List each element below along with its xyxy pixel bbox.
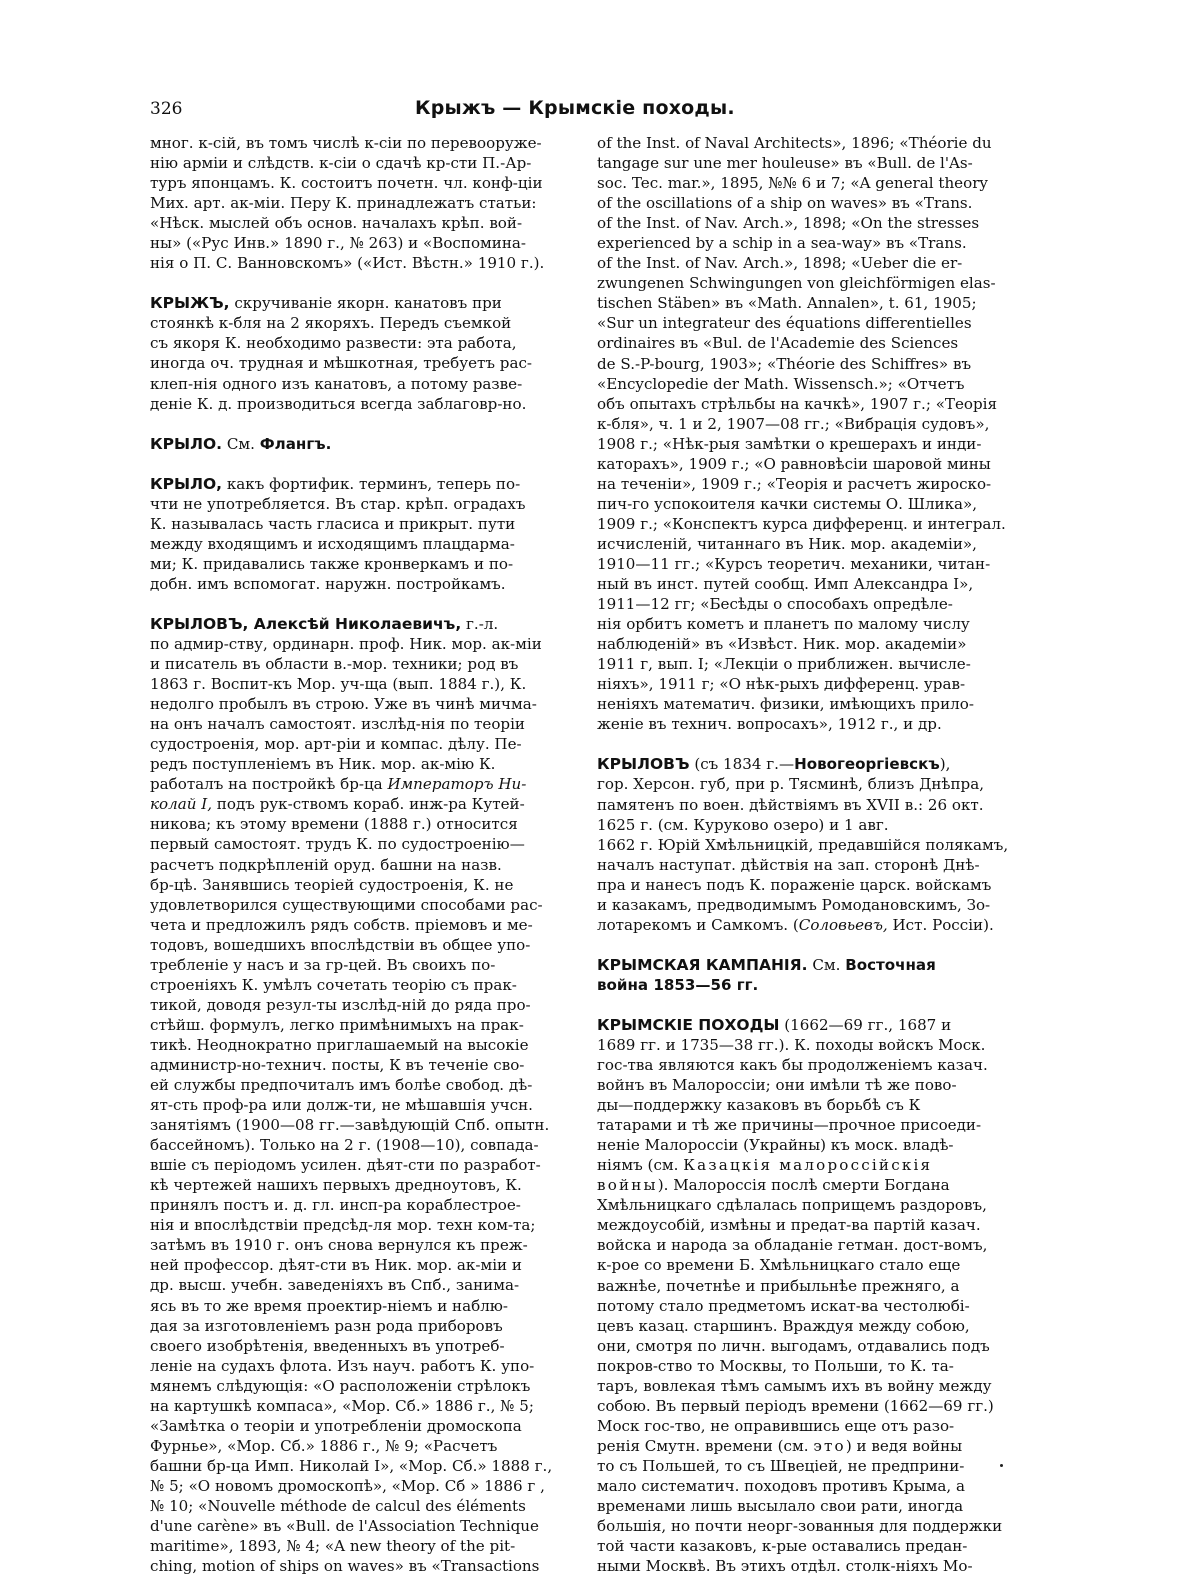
ship-name: Императоръ Ни- [387,775,527,794]
text-line: занятіямъ (1900—08 гг.—завѣдующій Спб. опытн. [150,1116,550,1135]
text-line: той части казаковъ, к-рые оставались предан- [597,1537,968,1556]
see-reference: это [813,1436,846,1455]
text-line: ды—поддержку казаковъ въ борьбѣ съ К [597,1096,921,1115]
text-line: клеп-нія одного изъ канатовъ, а потому разве- [150,374,523,393]
text-line: на онъ началъ самостоят. изслѣд-нія по теоріи [150,715,525,734]
page-header [150,97,1045,123]
text-line: деніе К. д. производиться всегда заблаговр-но. [150,394,527,413]
text-line: наблюденій» въ «Извѣст. Ник. мор. академіи» [597,635,967,654]
text-line: строеніяхъ К. умѣлъ сочетать теорію съ прак- [150,975,517,994]
text-line: кѣ чертежей нашихъ первыхъ дредноутовъ, К. [150,1176,522,1195]
text-line: к-рое со времени Б. Хмѣльницкаго стало еще [597,1256,961,1275]
text-line: на картушкѣ компаса», «Мор. Сб.» 1886 г., № 5; [150,1396,534,1415]
text-line: судостроенія, мор. арт-ріи и компас. дѣлу. Пе- [150,735,522,754]
text-line: мянемъ слѣдующія: «О расположеніи стрѣлокъ [150,1376,531,1395]
text-line: к-бля», ч. 1 и 2, 1907—08 гг.; «Вибрація судовъ», [597,414,990,433]
text-line: zwungenen Schwingungen von gleichförmigen elas- [597,274,996,293]
text-line: тикой, доводя резул-ты изслѣд-ній до ряда про- [150,995,531,1014]
text-line: ясь въ то же время проектир-ніемъ и наблю- [150,1296,509,1315]
text-line: памятенъ по воен. дѣйствіямъ въ XVII в.: 26 окт. [597,795,984,814]
text-line: ят-сть проф-ра или долж-ти, не мѣшавшія учсн. [150,1096,533,1115]
text-line: ными Москвѣ. Въ этихъ отдѣл. столк-ніяхъ Мо- [597,1557,973,1576]
text-line: чти не употребляется. Въ стар. крѣп. оградахъ [150,494,526,513]
text-line: 1911—12 гг; «Бесѣды о способахъ опредѣле- [597,595,953,614]
text-line: ней профессор. дѣят-сти въ Ник. мор. ак-міи и [150,1256,522,1275]
text-line: d'une carène» въ «Bull. de l'Association Technique [150,1517,539,1536]
text-line: и писатель въ области в.-мор. техники; род въ [150,655,519,674]
text-line: никова; къ этому времени (1888 г.) относится [150,815,518,834]
text-line: tangage sur une mer houleuse» въ «Bull. de l'As- [597,154,973,173]
text-line: стѣйш. формулъ, легко примѣнимыхъ на прак- [150,1015,524,1034]
entry-crimean-campaigns: КРЫМСКІЕ ПОХОДЫ (1662—69 гг., 1687 и 1689 гг. и 1735—38 гг.). К. походы войскъ Моск. гос-тва являются какъ бы продолженіемъ казач. войнъ въ Малороссіи; они имѣли тѣ же пово- ды—поддержку казаковъ въ борьбѣ съ К татарами и тѣ же причины—прочное присоеди- неніе Малороссіи (Украйны) къ моск. владѣ- ніямъ (см. Казацкія малороссійскія войны). Малороссія послѣ смерти Богдана Хмѣльницкаго сдѣлалась поприщемъ раздоровъ, междоусобій, измѣны и предат-ва партій казач. войска и народа за обладаніе гетман. дост-вомъ, к-рое со времени Б. Хмѣльницкаго стало еще важнѣе, почетнѣе и прибыльнѣе прежняго, а потому стало предметомъ искат-ва честолюбі- цевъ казац. старшинъ. Враждуя между собою, они, смотря по личн. выгодамъ, отдавались подъ покров-ство то Москвы, то Польши, то К. та- таръ, вовлекая тѣмъ самымъ ихъ въ войну между собою. Въ первый періодъ времени (1662—69 гг.) Моск гос-тво, не оправившись еще отъ разо- ренія Смутн. времени (см. это) и ведя войны то съ Польшей, то съ Швеціей, не предприни- мало систематич. походовъ противъ Крыма, а временами лишь высылало свои рати, иногда большія, но почти неорг-зованныя для поддержки той части казаковъ, к-рые оставались предан- ными Москвѣ. Въ этихъ отдѣл. столк-ніяхъ Мо- [597,1015,1020,1576]
text-line: ны» («Рус Инв.» 1890 г., № 263) и «Воспомина- [150,234,526,253]
text-line: ный въ инст. путей сообщ. Имп Александра I», [597,575,974,594]
see-reference: войны [597,1176,658,1195]
text-line: то съ Польшей, то съ Швеціей, не предприни- [597,1456,965,1475]
text-line: стоянкѣ к-бля на 2 якоряхъ. Передъ съемкой [150,314,512,333]
entry-crimean-campaign: КРЫМСКАЯ КАМПАНІЯ. См. Восточная война 1853—56 гг. [597,955,936,994]
text-line: 1909 г.; «Конспектъ курса дифференц. и интеграл. [597,514,1006,533]
text-line: тодовъ, вошедшихъ впослѣдствіи въ общее упо- [150,935,531,954]
text-line: войска и народа за обладаніе гетман. дост-вомъ, [597,1236,988,1255]
text-line: собою. Въ первый періодъ времени (1662—69 гг.) [597,1396,994,1415]
text-line: Фурнье», «Мор. Сб.» 1886 г., № 9; «Расчетъ [150,1436,498,1455]
text-line: мало систематич. походовъ противъ Крыма, а [597,1477,966,1495]
see-reference: война 1853—56 гг. [597,975,759,994]
text-line: of the Inst. of Naval Architects», 1896; «Théorie du [597,134,992,152]
entry-krylo-see: КРЫЛО. См. Флангъ. [150,434,332,453]
text-line: требленіе у насъ и за гр-цей. Въ своихъ по- [150,955,496,974]
text-line: ей службы предпочиталъ имъ болѣе свобод. дѣ- [150,1076,533,1095]
text-line: башни бр-ца Имп. Николай I», «Мор. Сб.» 1888 г., [150,1456,553,1475]
text-line: таръ, вовлекая тѣмъ самымъ ихъ въ войну между [597,1376,992,1395]
entry-kryzh: КРЫЖЪ, скручиваніе якорн. канатовъ при стоянкѣ к-бля на 2 якоряхъ. Передъ съемкой съ якоря К. необходимо развести: эта работа, иногда оч. трудная и мѣшкотная, требуетъ рас- клеп-нія одного изъ канатовъ, а потому разве- деніе К. д. производиться всегда заблаговр-но. [150,293,573,413]
headword: КРЫЖЪ, [150,294,230,313]
text-line: пич-го успокоителя качки системы О. Шлика», [597,494,978,513]
text-line: К. называлась часть гласиса и прикрыт. пути [150,514,516,533]
right-column [597,133,1020,1576]
text-line: первый самостоят. трудъ К. по судостроенію— [150,835,525,854]
text-line: пра и нанесъ подъ К. пораженіе царск. войскамъ [597,875,992,894]
text-line: maritime», 1893, № 4; «A new theory of the pit- [150,1537,516,1556]
print-speck [1000,1464,1003,1467]
entry-krylo-fortification: КРЫЛО, какъ фортифик. терминъ, теперь по- чти не употребляется. Въ стар. крѣп. оградахъ К. называлась часть гласиса и прикрыт. пути между входящимъ и исходящимъ плацдарма- ми; К. придавались также кронверкамъ и по- добн. имъ вспомогат. наружн. постройкамъ. [150,474,573,594]
text-line: иногда оч. трудная и мѣшкотная, требуетъ рас- [150,354,533,373]
text-line: съ якоря К. необходимо развести: эта работа, [150,334,517,353]
text-line: по адмир-ству, ординарн. проф. Ник. мор. ак-міи [150,634,542,653]
text-line: гос-тва являются какъ бы продолженіемъ казач. [597,1056,988,1075]
text-line: 1863 г. Воспит-къ Мор. уч-ща (вып. 1884 г.), К. [150,675,527,694]
text-line: неніяхъ математич. физики, имѣющихъ прило- [597,695,974,714]
text-line: каторахъ», 1909 г.; «О равновѣсіи шаровой мины [597,454,991,473]
text-line: между входящимъ и исходящимъ плацдарма- [150,534,515,553]
text-line: войнъ въ Малороссіи; они имѣли тѣ же пово- [597,1076,957,1095]
entry-krylov-town: КРЫЛОВЪ (съ 1834 г.—Новогеоргіевскъ), гор. Херсон. губ, при р. Тясминѣ, близъ Днѣпра, памятенъ по воен. дѣйствіямъ въ XVII в.: 26 окт. 1625 г. (см. Куруково озеро) и 1 авг. 1662 г. Юрій Хмѣльницкій, предавшійся полякамъ, началъ наступат. дѣйствія на зап. сторонѣ Днѣ- пра и нанесъ подъ К. пораженіе царск. войскамъ и казакамъ, предводимымъ Ромодановскимъ, Зо- лотарекомъ и Самкомъ. (Соловьевъ, Ист. Россіи). [597,754,1020,934]
text-line: 1689 гг. и 1735—38 гг.). К. походы войскъ Моск. [597,1035,986,1054]
source-reference: Соловьевъ, [798,915,888,934]
text-line: неніе Малороссіи (Украйны) къ моск. владѣ- [597,1136,954,1155]
text-line: исчисленій, читаннаго въ Ник. мор. академіи», [597,534,977,553]
text-line: № 10; «Nouvelle méthode de calcul des éléments [150,1497,526,1515]
text-line: «Sur un integrateur des équations differentielles [597,314,972,333]
text-line: ми; К. придавались также кронверкамъ и по- [150,554,514,573]
text-line: добн. имъ вспомогат. наружн. постройкамъ. [150,574,506,593]
text-line: soc. Tec. mar.», 1895, №№ 6 и 7; «A general theory [597,174,988,193]
headword: КРЫЛОВЪ, Алексѣй Николаевичъ, [150,614,462,633]
text-line: затѣмъ въ 1910 г. онъ снова вернулся къ преж- [150,1236,528,1255]
text-line: дая за изготовленіемъ разн рода приборовъ [150,1316,503,1335]
text-line: нія орбитъ кометъ и планетъ по малому числу [597,615,970,634]
headword: КРЫМСКІЕ ПОХОДЫ [597,1015,780,1034]
text-line: 1911 г, вып. I; «Лекціи о приближен. вычисле- [597,655,971,674]
text-line: редъ поступленіемъ въ Ник. мор. ак-мію К. [150,755,496,774]
text-line: ordinaires въ «Bul. de l'Academie des Sciences [597,334,959,353]
text-line: и казакамъ, предводимымъ Ромодановскимъ, Зо- [597,895,991,914]
text-line: of the Inst. of Nav. Arch.», 1898; «On the stresses [597,214,980,233]
text-line: междоусобій, измѣны и предат-ва партій казач. [597,1216,981,1235]
left-column [150,133,573,1576]
see-reference: Восточная [845,955,936,974]
text-line: началъ наступат. дѣйствія на зап. сторонѣ Днѣ- [597,855,980,874]
text-line: of the oscillations of a ship on waves» въ «Trans. [597,194,973,213]
text-line: гор. Херсон. губ, при р. Тясминѣ, близъ Днѣпра, [597,775,985,794]
text-line: потому стало предметомъ искат-ва честолюбі- [597,1296,970,1315]
text-line: 1908 г.; «Нѣк-рыя замѣтки о крешерахъ и инди- [597,434,982,453]
text-line: «Нѣск. мыслей объ основ. началахъ крѣп. вой- [150,214,523,233]
entry-krylov-person: КРЫЛОВЪ, Алексѣй Николаевичъ, г.-л. по адмир-ству, ординарн. проф. Ник. мор. ак-міи и писатель въ области в.-мор. техники; род въ 1863 г. Воспит-къ Мор. уч-ща (вып. 1884 г.), К. недолго пробылъ въ строю. Уже въ чинѣ мичма- на онъ началъ самостоят. изслѣд-нія по теоріи судостроенія, мор. арт-ріи и компас. дѣлу. Пе- редъ поступленіемъ въ Ник. мор. ак-мію К. работалъ на постройкѣ бр-ца Императоръ Ни- колай I, подъ рук-ствомъ кораб. инж-ра Кутей- никова; къ этому времени (1888 г.) относится первый самостоят. трудъ К. по судостроенію— расчетъ подкрѣпленій оруд. башни на назв. бр-цѣ. Занявшись теоріей судостроенія, К. не удовлетворился существующими способами рас- чета и предложилъ рядъ собств. пріемовъ и ме- тодовъ, вошедшихъ впослѣдствіи въ общее упо- требленіе у насъ и за гр-цей. Въ своихъ по- строеніяхъ К. умѣлъ сочетать теорію съ прак- тикой, доводя резул-ты изслѣд-ній до ряда про- стѣйш. формулъ, легко примѣнимыхъ на прак- тикѣ. Неоднократно приглашаемый на высокіе администр-но-технич. посты, К въ теченіе сво- ей службы предпочиталъ имъ болѣе свобод. дѣ- ят-сть проф-ра или долж-ти, не мѣшавшія учсн. занятіямъ (1900—08 гг.—завѣдующій Спб. опытн. бассейномъ). Только на 2 г. (1908—10), совпада- вшіе съ періодомъ усилен. дѣят-сти по разработ- кѣ чертежей нашихъ первыхъ дредноутовъ, К. принялъ постъ и. д. гл. инсп-ра кораблестрое- нія и впослѣдствіи предсѣд-ля мор. техн ком-та; затѣмъ въ 1910 г. онъ снова вернулся къ преж- ней профессор. дѣят-сти въ Ник. мор. ак-міи и др. высш. учебн. заведеніяхъ въ Спб., занима- ясь въ то же время проектир-ніемъ и наблю- дая за изготовленіемъ разн рода приборовъ своего изобрѣтенія, введенныхъ въ употреб- леніе на судахъ флота. Изъ науч. работъ К. упо- мянемъ слѣдующія: «О расположеніи стрѣлокъ на картушкѣ компаса», «Мор. Сб.» 1886 г., № 5; «Замѣтка о теоріи и употребленіи дромоскопа Фурнье», «Мор. Сб.» 1886 г., № 9; «Расчетъ башни бр-ца Имп. Николай I», «Мор. Сб.» 1888 г., № 5; «О новомъ дромоскопѣ», «Мор. Сб » 1886 г , № 10; «Nouvelle méthode de calcul des éléments d'une carène» въ «Bull. de l'Association Technique maritime», 1893, № 4; «A new theory of the pit- ching, motion of ships on waves» въ «Transactions [150,614,573,1576]
text-line: др. высш. учебн. заведеніяхъ въ Спб., занима- [150,1276,520,1295]
text-line: важнѣе, почетнѣе и прибыльнѣе прежняго, а [597,1276,960,1295]
text-line: татарами и тѣ же причины—прочное присоеди- [597,1116,982,1135]
page-number: 326 [150,99,183,119]
text-line: покров-ство то Москвы, то Польши, то К. та- [597,1356,954,1375]
text-line: цевъ казац. старшинъ. Враждуя между собою, [597,1316,970,1335]
text-line: of the Inst. of Nav. Arch.», 1898; «Ueber die er- [597,254,963,273]
text-line: de S.-P-bourg, 1903»; «Théorie des Schiffres» въ [597,354,972,373]
text-line: чета и предложилъ рядъ собств. пріемовъ и ме- [150,915,533,934]
text-line: ching, motion of ships on waves» въ «Transactions [150,1557,540,1576]
text-line: Мих. арт. ак-міи. Перу К. принадлежатъ статьи: [150,194,537,213]
text-line: временами лишь высылало свои рати, иногда [597,1497,964,1516]
text-line: принялъ постъ и. д. гл. инсп-ра кораблестрое- [150,1196,521,1215]
text-line: объ опытахъ стрѣльбы на качкѣ», 1907 г.; «Теорія [597,394,998,413]
ship-name: колай I, [150,795,212,814]
text-line: нію арміи и слѣдств. к-сіи о сдачѣ кр-сти П.-Ар- [150,154,532,173]
text-line: удовлетворился существующими способами рас- [150,895,543,914]
text-line: своего изобрѣтенія, введенныхъ въ употреб- [150,1336,505,1355]
headword: КРЫЛО, [150,474,223,493]
text-line: бр-цѣ. Занявшись теоріей судостроенія, К. не [150,875,514,894]
see-reference: Флангъ. [259,434,332,453]
text-line: вшіе съ періодомъ усилен. дѣят-сти по разработ- [150,1156,541,1175]
text-line: «Encyclopedie der Math. Wissensch.»; «Отчетъ [597,374,965,393]
text-line: расчетъ подкрѣпленій оруд. башни на назв. [150,855,502,874]
text-line: бассейномъ). Только на 2 г. (1908—10), совпада- [150,1136,539,1155]
text-line: большія, но почти неорг-зованныя для поддержки [597,1517,1003,1536]
text-line: туръ японцамъ. К. состоитъ почетн. чл. конф-ціи [150,174,543,193]
headword: КРЫЛОВЪ [597,755,690,774]
text-line: 1910—11 гг.; «Курсъ теоретич. механики, читан- [597,554,991,573]
text-line: нія и впослѣдствіи предсѣд-ля мор. техн ком-та; [150,1216,536,1235]
text-line: Моск гос-тво, не оправившись еще отъ разо- [597,1416,955,1435]
text-line: недолго пробылъ въ строю. Уже въ чинѣ мичма- [150,695,537,714]
text-line: мног. к-сій, въ томъ числѣ к-сіи по перевооруже- [150,134,542,152]
text-line: женіе въ технич. вопросахъ», 1912 г., и др. [597,715,942,734]
text-line: Хмѣльницкаго сдѣлалась поприщемъ раздоровъ, [597,1196,987,1215]
headword: КРЫЛО. [150,434,223,453]
text-line: администр-но-технич. посты, К въ теченіе сво- [150,1055,525,1074]
text-line: № 5; «О новомъ дромоскопѣ», «Мор. Сб » 1886 г , [150,1476,545,1495]
text-line: experienced by a schip in a sea-way» въ «Trans. [597,234,967,253]
text-line: они, смотря по личн. выгодамъ, отдавались подъ [597,1336,990,1355]
see-reference: Казацкія малороссійскія [683,1156,933,1175]
krylov-bibliography-continuation [597,133,1020,734]
text-line: тикѣ. Неоднократно приглашаемый на высокіе [150,1035,529,1054]
text-line: 1662 г. Юрій Хмѣльницкій, предавшійся полякамъ, [597,835,1009,854]
text-line: леніе на судахъ флота. Изъ науч. работъ К. упо- [150,1356,535,1375]
text-line: 1625 г. (см. Куруково озеро) и 1 авг. [597,815,889,834]
text-line: tischen Stäben» въ «Math. Annalen», t. 61, 1905; [597,294,977,313]
text-line: нія о П. С. Ванновскомъ» («Ист. Вѣстн.» 1910 г.). [150,254,545,273]
text-line: «Замѣтка о теоріи и употребленіи дромоскопа [150,1416,522,1435]
running-title: Крыжъ — Крымскіе походы. [415,97,735,119]
intro-continuation [150,133,573,273]
text-line: на теченіи», 1909 г.; «Теорія и расчетъ жироско- [597,474,992,493]
text-line: ніяхъ», 1911 г; «О нѣк-рыхъ дифференц. урав- [597,675,966,694]
headword: КРЫМСКАЯ КАМПАНІЯ. [597,955,808,974]
